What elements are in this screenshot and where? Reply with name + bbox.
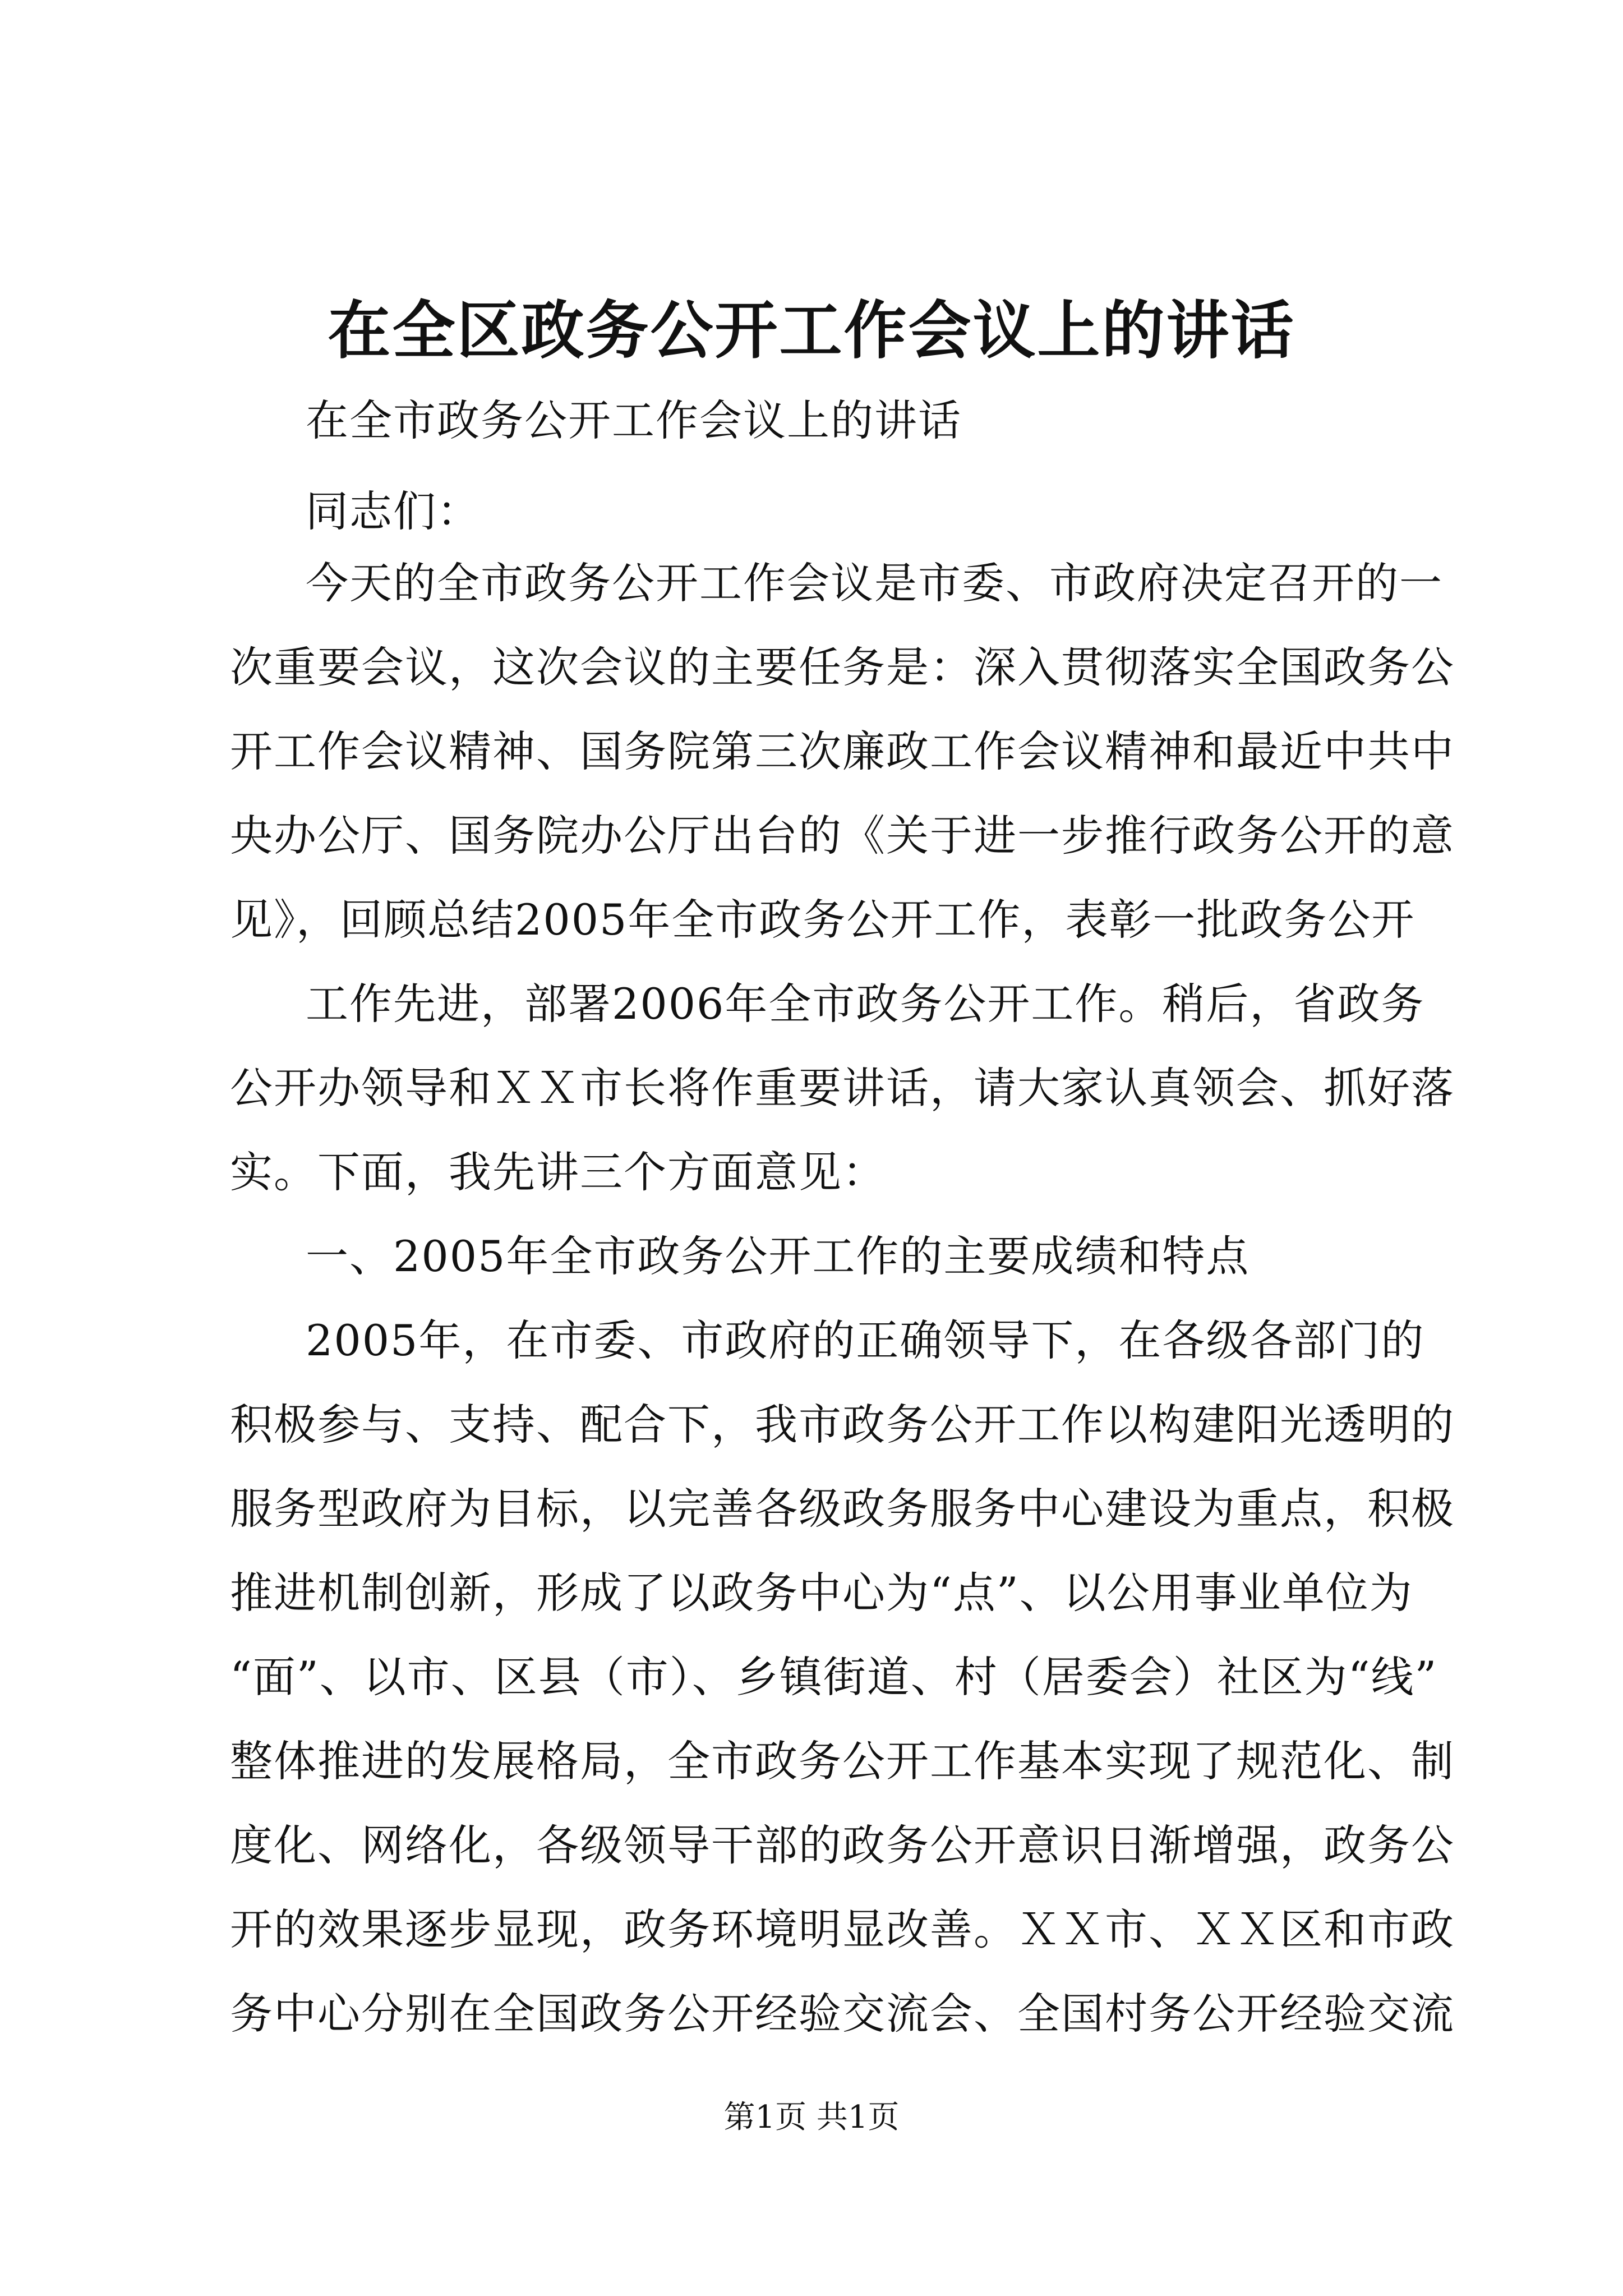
paragraph-line: 2005年，在市委、市政府的正确领导下，在各级各部门的	[306, 1315, 1425, 1365]
paragraph-line: 开工作会议精神、国务院第三次廉政工作会议精神和最近中共中	[230, 726, 1455, 776]
paragraph-line: 服务型政府为目标，以完善各级政务服务中心建设为重点，积极	[230, 1484, 1455, 1534]
paragraph-line: 公开办领导和ＸＸ市长将作重要讲话，请大家认真领会、抓好落	[230, 1063, 1455, 1113]
paragraph-line: 推进机制创新，形成了以政务中心为“点”、以公用事业单位为	[230, 1568, 1413, 1618]
page-footer: 第1页 共1页	[723, 2099, 900, 2136]
document-title: 在全区政务公开工作会议上的讲话	[328, 294, 1295, 367]
paragraph-line: 开的效果逐步显现，政务环境明显改善。ＸＸ市、ＸＸ区和市政	[230, 1904, 1455, 1954]
paragraph-line: 整体推进的发展格局，全市政务公开工作基本实现了规范化、制	[230, 1736, 1455, 1786]
paragraph-line: 工作先进，部署2006年全市政务公开工作。稍后，省政务	[306, 979, 1425, 1029]
paragraph-line: “面”、以市、区县（市）、乡镇街道、村（居委会）社区为“线”	[230, 1652, 1438, 1702]
paragraph-line: 见》，回顾总结2005年全市政务公开工作，表彰一批政务公开	[230, 895, 1415, 945]
salutation-line: 同志们：	[306, 486, 481, 536]
paragraph-line: 度化、网络化，各级领导干部的政务公开意识日渐增强，政务公	[230, 1820, 1455, 1870]
paragraph-line: 央办公厅、国务院办公厅出台的《关于进一步推行政务公开的意	[230, 811, 1455, 861]
paragraph-line: 实。下面，我先讲三个方面意见：	[230, 1147, 886, 1197]
paragraph-line: 积极参与、支持、配合下，我市政务公开工作以构建阳光透明的	[230, 1400, 1455, 1450]
paragraph-line: 次重要会议，这次会议的主要任务是：深入贯彻落实全国政务公	[230, 642, 1455, 692]
subtitle-line: 在全市政务公开工作会议上的讲话	[306, 395, 962, 445]
paragraph-line: 今天的全市政务公开工作会议是市委、市政府决定召开的一	[306, 558, 1443, 608]
section-heading: 一、2005年全市政务公开工作的主要成绩和特点	[306, 1231, 1250, 1281]
paragraph-line: 务中心分别在全国政务公开经验交流会、全国村务公开经验交流	[230, 1989, 1455, 2039]
